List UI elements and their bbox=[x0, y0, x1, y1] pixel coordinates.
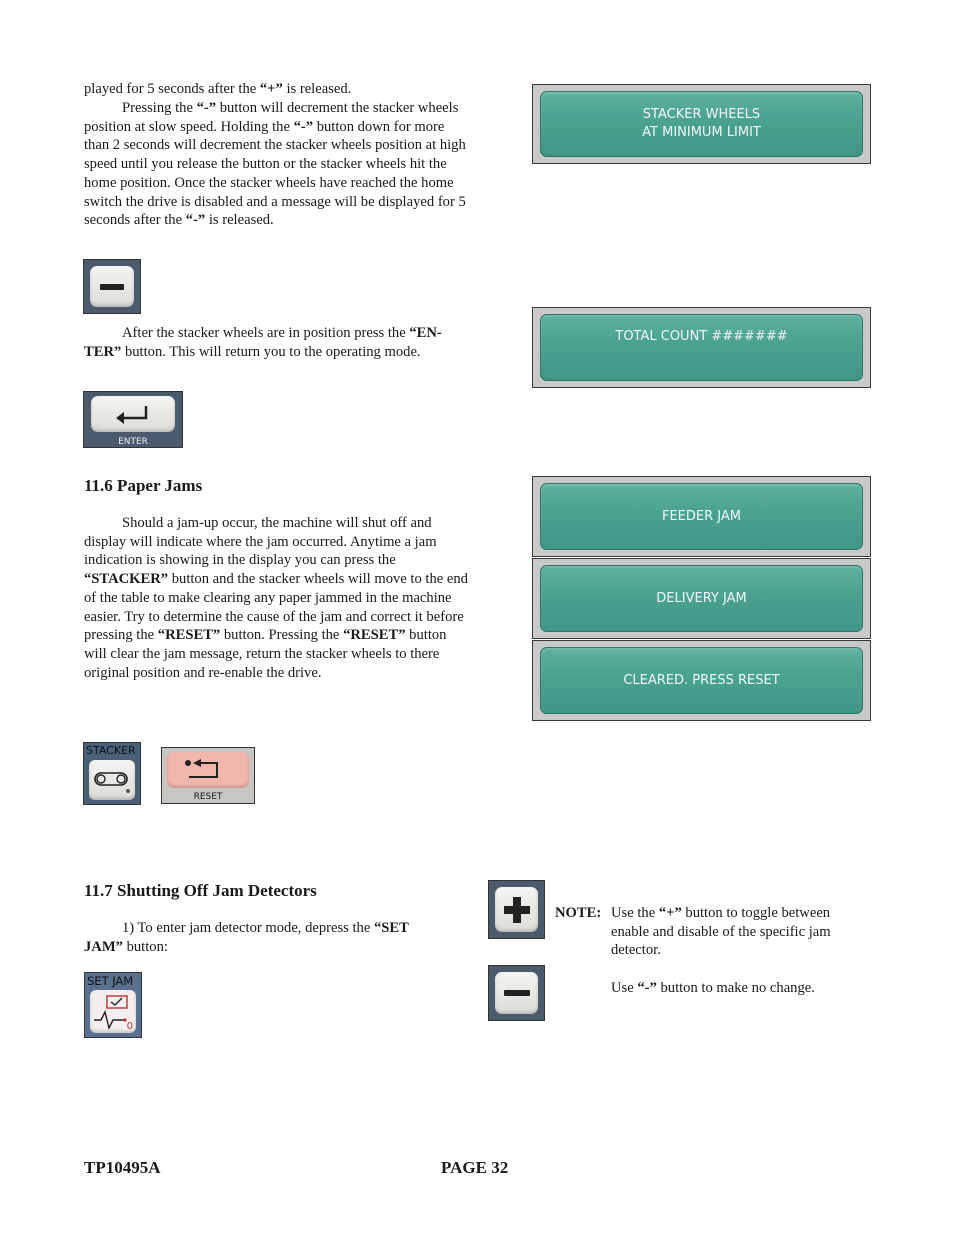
display-line-1: STACKER WHEELS bbox=[642, 107, 761, 122]
minus-icon bbox=[503, 988, 531, 998]
section-heading-shutting-off-jam-detectors: 11.7 Shutting Off Jam Detectors bbox=[84, 881, 317, 900]
enter-paragraph: After the stacker wheels are in position press the “EN-TER” button. This will return you to the operating mode. bbox=[84, 325, 442, 360]
display-feeder-jam-text: FEEDER JAM bbox=[661, 508, 741, 524]
stacker-key-title: STACKER bbox=[86, 744, 136, 757]
note-label: NOTE: bbox=[555, 905, 602, 921]
display-cleared-text: CLEARED. PRESS RESET bbox=[623, 672, 780, 688]
reset-key bbox=[161, 747, 255, 804]
display-delivery-jam bbox=[532, 558, 871, 639]
display-delivery-jam-text: DELIVERY JAM bbox=[656, 590, 747, 606]
minus-icon bbox=[99, 282, 125, 292]
plus-key bbox=[488, 880, 545, 939]
set-jam-step: 1) To enter jam detector mode, depress the “SET JAM” button: bbox=[84, 920, 409, 955]
display-total-count bbox=[532, 307, 871, 388]
note-plus-text: Use the “+” button to toggle between enable and disable of the specific jam detector. bbox=[611, 905, 831, 959]
display-stacker-wheels-minimum bbox=[532, 84, 871, 164]
display-cleared-press-reset bbox=[532, 640, 871, 721]
plus-icon bbox=[503, 896, 531, 924]
conveyor-icon bbox=[91, 764, 133, 796]
reset-key-label: RESET bbox=[193, 792, 223, 802]
display-line-2: AT MINIMUM LIMIT bbox=[642, 125, 761, 140]
enter-arrow-icon bbox=[113, 403, 153, 425]
section-heading-paper-jams: 11.6 Paper Jams bbox=[84, 476, 203, 495]
intro-line: played for 5 seconds after the “+” is released. bbox=[84, 81, 352, 97]
footer-page-number: PAGE 32 bbox=[441, 1158, 509, 1177]
minus-key bbox=[83, 259, 141, 314]
note-minus-text: Use “-” button to make no change. bbox=[611, 980, 815, 996]
enter-key bbox=[83, 391, 183, 448]
footer-doc-id: TP10495A bbox=[84, 1158, 161, 1177]
set-jam-key bbox=[84, 972, 142, 1038]
minus-key-note bbox=[488, 965, 545, 1021]
set-jam-key-digit: 0 bbox=[126, 1021, 133, 1032]
paper-jams-paragraph: Should a jam-up occur, the machine will shut off and display will indicate where the jam occurred. Anytime a jam indication is showing in the display you can press the “STACKER” button and the stacker wheels will move to the end of the table to make clearing any paper jammed in the machine easier. Try to determine the cause of the jam and correct it before pressing the “RESET” button. Pressing the “RESET” button will clear the jam message, return the stacker wheels to there original position and re-enable the drive. bbox=[84, 515, 468, 681]
minus-button-paragraph: Pressing the “-” button will decrement the stacker wheels position at slow speed. Holding the “-” button down for more than 2 seconds will decrement the stacker wheels position at high speed until you release the button or the stacker wheels hit the home position. Once the stacker wheels have reached the home switch the drive is disabled and a message will be displayed for 5 seconds after the “-” is released. bbox=[84, 100, 466, 229]
stacker-key bbox=[83, 742, 141, 805]
reset-arrow-icon bbox=[179, 757, 237, 783]
set-jam-key-title: SET JAM bbox=[87, 974, 134, 988]
enter-key-label: ENTER bbox=[118, 437, 148, 447]
display-feeder-jam bbox=[532, 476, 871, 557]
display-total-count-text: TOTAL COUNT ####### bbox=[615, 329, 788, 344]
